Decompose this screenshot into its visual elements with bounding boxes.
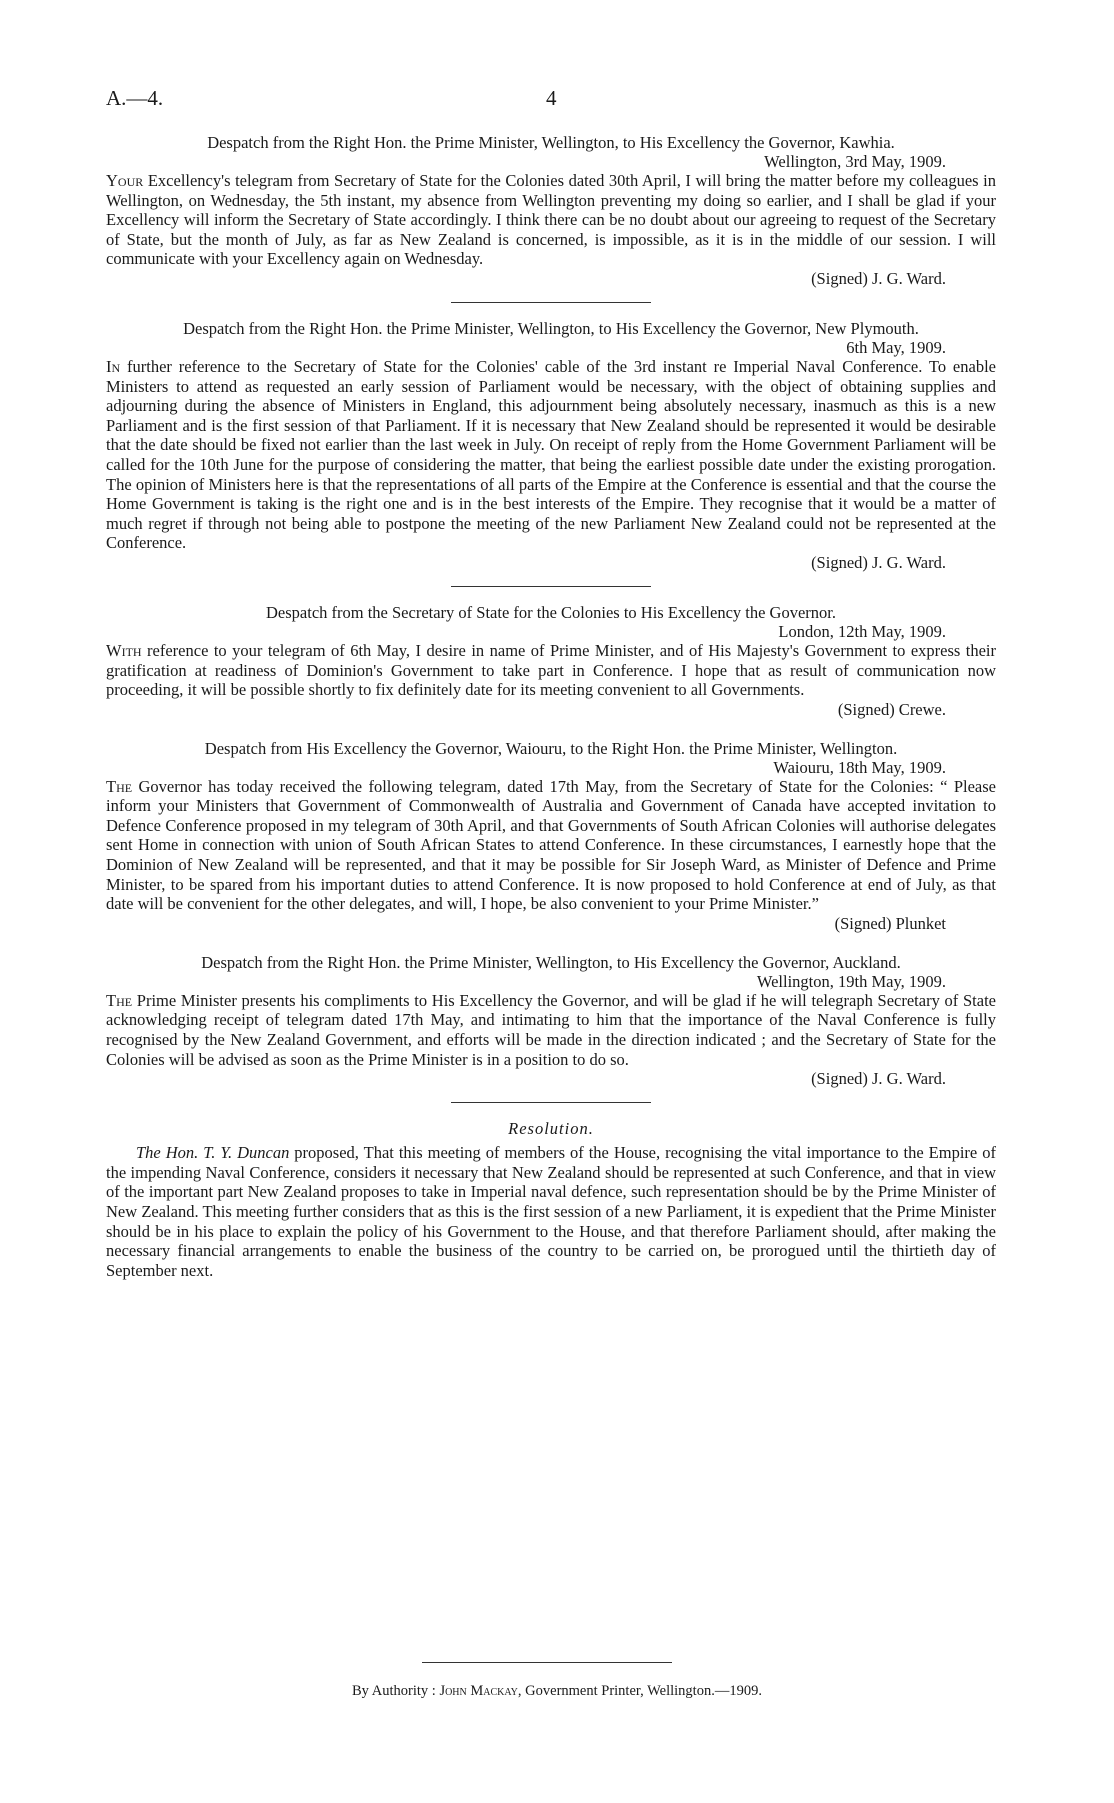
document-reference: A.—4. <box>106 86 164 110</box>
resolution-body: proposed, That this meeting of members of the House, recognising the vital importance to the Empire of the impending Naval Conference, considers it necessary that New Zealand should be represented at such Conference, and that in view of the important part New Zealand proposes to take in Imperial naval defence, such representation should be by the Prime Minister of New Zealand. This meeting further considers that as this is the first session of a new Parliament, it is expedient that the Prime Minister should be in his place to explain the policy of his Government to the House, and that therefore Parliament should, after making the necessary financial arrangements to enable the business of the country to be carried on, be prorogued until the thirtieth day of September next. <box>106 1143 996 1280</box>
despatch-2 <box>106 319 996 572</box>
despatch-text <box>106 171 996 269</box>
resolution-mover: The Hon. T. Y. Duncan <box>136 1143 290 1163</box>
document-body <box>106 133 996 1280</box>
despatch-1 <box>106 133 996 288</box>
despatch-body: Excellency's telegram from Secretary of State for the Colonies dated 30th April, I will bring the matter before my colleagues in Wellington, on Wednesday, the 5th instant, my absence from Wellington preventing my doing so earlier, and I shall be glad if your Excellency will inform the Secretary of State accordingly. I think there can be no doubt about our agreeing to request of the Secretary of State, but the month of July, as far as New Zealand is concerned, is impossible, as it is in the middle of our session. I will communicate with your Excellency again on Wednesday. <box>106 171 996 269</box>
page-header <box>106 86 996 112</box>
section-spacer <box>106 933 996 953</box>
despatch-heading: Despatch from His Excellency the Governor, Waiouru, to the Right Hon. the Prime Minister, Wellington. <box>204 738 898 758</box>
despatch-body: further reference to the Secretary of State for the Colonies' cable of the 3rd instant re Imperial Naval Conference. To enable Ministers to attend as requested an early session of Parliament would be necessary, with the object of obtaining supplies and adjourning during the absence of Ministers in England, this adjournment being absolutely necessary, inasmuch as this is a new Parliament and is the first session of that Parliament. If it is necessary that New Zealand should be represented it would be desirable that the date should be fixed not earlier than the last week in July. On receipt of reply from the Home Government Parliament will be called for the 10th June for the purpose of considering the matter, that being the earliest possible date under the existing prorogation. The opinion of Ministers here is that the representations of all parts of the Empire at the Conference is essential and that the course the Home Government is taking is the right one and is in the best interests of the Empire. They recognise that it would be a matter of much regret if through not being able to postpone the meeting of the new Parliament New Zealand could not be represented at the Conference. <box>106 356 996 553</box>
despatch-lead-word: Your <box>106 171 144 190</box>
footer-divider <box>422 1662 672 1663</box>
despatch-signature: (Signed) J. G. Ward. <box>811 552 946 572</box>
despatch-text <box>106 641 996 700</box>
page-number: 4 <box>546 86 557 110</box>
despatch-heading: Despatch from the Secretary of State for the Colonies to His Excellency the Governor. <box>266 602 836 622</box>
section-divider <box>451 302 651 303</box>
resolution-title: Resolution. <box>508 1119 594 1139</box>
despatch-signature: (Signed) J. G. Ward. <box>811 1069 946 1089</box>
resolution-text <box>106 1143 996 1280</box>
despatch-dateline: Wellington, 19th May, 1909. <box>756 971 946 991</box>
despatch-dateline: Waiouru, 18th May, 1909. <box>773 757 946 777</box>
resolution <box>106 1119 996 1280</box>
despatch-heading: Despatch from the Right Hon. the Prime Minister, Wellington, to His Excellency the Governor, New Plymouth. <box>183 318 919 338</box>
despatch-text <box>106 991 996 1069</box>
imprint-prefix: By Authority : <box>352 1683 440 1699</box>
printer-name: John Mackay <box>439 1683 518 1699</box>
section-divider <box>451 586 651 587</box>
despatch-dateline: London, 12th May, 1909. <box>778 621 946 641</box>
despatch-signature: (Signed) Plunket <box>834 913 946 933</box>
despatch-text <box>106 777 996 914</box>
despatch-signature: (Signed) Crewe. <box>837 699 946 719</box>
despatch-heading: Despatch from the Right Hon. the Prime Minister, Wellington, to His Excellency the Governor, Auckland. <box>201 952 901 972</box>
despatch-signature: (Signed) J. G. Ward. <box>811 268 946 288</box>
despatch-5 <box>106 953 996 1088</box>
imprint-suffix: , Government Printer, Wellington.—1909. <box>517 1683 762 1699</box>
despatch-dateline: 6th May, 1909. <box>846 337 946 357</box>
despatch-body: Prime Minister presents his compliments to His Excellency the Governor, and will be glad if he will telegraph Secretary of State acknowledging receipt of telegram dated 17th May, and intimating to him that the importance of the Naval Conference is fully recognised by the New Zealand Government, and efforts will be made in the direction indicated ; and the Secretary of State for the Colonies will be advised as soon as the Prime Minister is in a position to do so. <box>106 990 996 1069</box>
section-divider <box>451 1102 651 1103</box>
printer-imprint <box>0 1682 1114 1700</box>
despatch-lead-word: The <box>106 776 133 796</box>
despatch-lead-word: With <box>106 640 142 660</box>
despatch-body: reference to your telegram of 6th May, I desire in name of Prime Minister, and of His Majesty's Government to express their gratification at readiness of Dominion's Government to take part in Conference. I hope that as result of communication now proceeding, it will be possible shortly to fix definitely date for its meeting convenient to all Governments. <box>106 640 996 700</box>
despatch-lead-word: In <box>106 356 121 376</box>
despatch-body: Governor has today received the following telegram, dated 17th May, from the Secretary of State for the Colonies: “ Please inform your Ministers that Government of Commonwealth of Australia and Government of Canada have accepted invitation to Defence Conference proposed in my telegram of 30th April, and that Governments of South African Colonies will authorise delegates sent Home in connection with union of South African States to attend Conference. In these circumstances, I earnestly hope that the Dominion of New Zealand will be represented, and that it may be possible for Sir Joseph Ward, as Minister of Defence and Prime Minister, to be spared from his important duties to attend Conference. It is now proposed to hold Conference at end of July, as that date will be convenient for the other delegates, and will, I hope, be also convenient to your Prime Minister.” <box>106 776 996 914</box>
despatch-4 <box>106 739 996 933</box>
despatch-3 <box>106 603 996 719</box>
despatch-heading: Despatch from the Right Hon. the Prime Minister, Wellington, to His Excellency the Governor, Kawhia. <box>207 133 895 152</box>
despatch-text <box>106 357 996 553</box>
section-spacer <box>106 719 996 739</box>
despatch-dateline: Wellington, 3rd May, 1909. <box>764 152 946 171</box>
despatch-lead-word: The <box>106 990 133 1010</box>
